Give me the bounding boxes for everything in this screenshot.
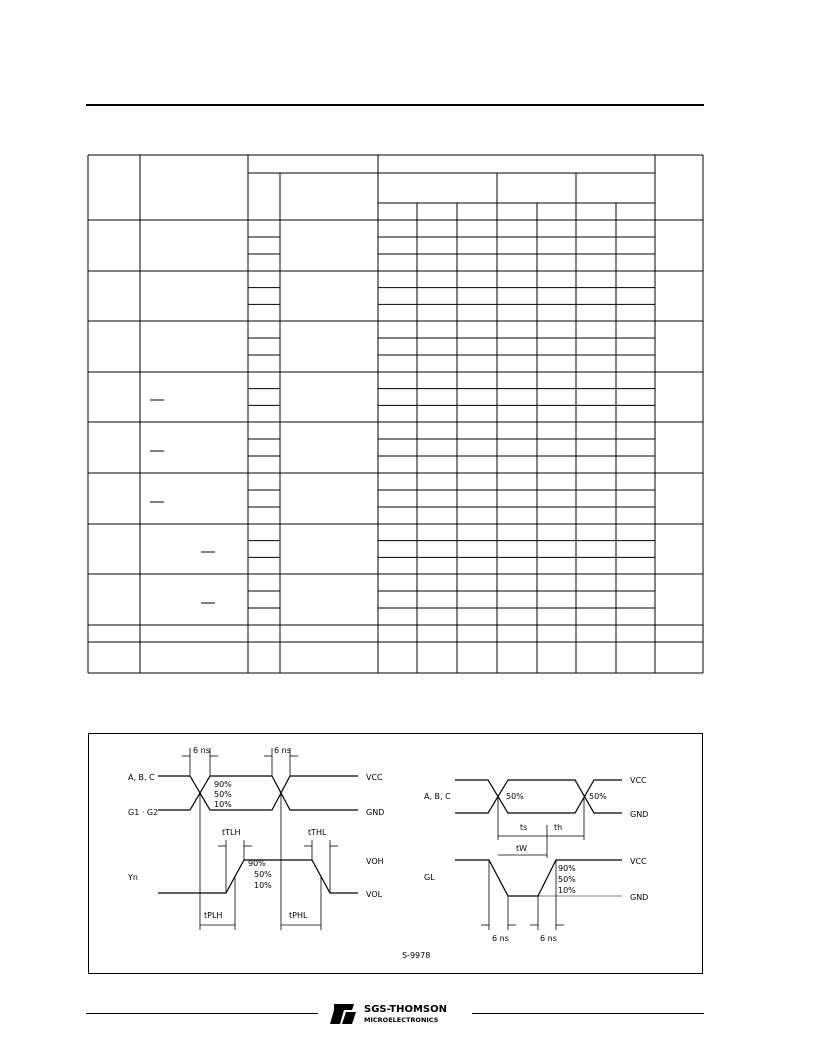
left-vol-label: VOL (366, 890, 383, 899)
left-out-90: 90% (248, 859, 266, 868)
right-tw-label: tW (516, 844, 528, 853)
left-level-50: 50% (214, 790, 232, 799)
left-out-10: 10% (254, 881, 272, 890)
left-thl-label: tTHL (308, 828, 327, 837)
right-level50-b: 50% (589, 792, 607, 801)
right-right-ns: 6 ns (540, 934, 557, 943)
left-tlh-label: tTLH (222, 828, 241, 837)
right-lvl-50: 50% (558, 875, 576, 884)
left-fall-time-label: 6 ns (274, 746, 291, 755)
right-ts-label: ts (520, 823, 528, 832)
left-waveform-labels (127, 746, 384, 920)
right-th-label: th (554, 823, 563, 832)
right-lvl-90: 90% (558, 864, 576, 873)
left-rise-time-label: 6 ns (193, 746, 210, 755)
input-high-trace (158, 776, 358, 810)
right-waveform (455, 780, 622, 930)
right-level50-a: 50% (506, 792, 524, 801)
right-gl-label: GL (424, 873, 435, 882)
brand-line-1: SGS-THOMSON (364, 1004, 448, 1015)
right-gl-trace (455, 860, 622, 896)
figure-code: S-9978 (402, 951, 431, 960)
right-left-ns: 6 ns (492, 934, 509, 943)
left-level-90: 90% (214, 780, 232, 789)
left-inputs-label: A, B, C (128, 773, 155, 782)
right-gnd2-label: GND (630, 893, 649, 902)
footer-rule-left (86, 1013, 318, 1014)
input-low-trace (158, 776, 358, 810)
footer-rule-right (472, 1013, 704, 1014)
right-vcc-label: VCC (630, 776, 647, 785)
left-gnd-label: GND (366, 808, 385, 817)
st-logo-mark (330, 1004, 356, 1024)
left-out-50: 50% (254, 870, 272, 879)
figure-frame (89, 734, 703, 974)
left-enable-label: G1 · G2 (128, 808, 159, 817)
left-tplh-label: tPLH (204, 911, 223, 920)
left-tphl-label: tPHL (289, 911, 308, 920)
right-lvl-10: 10% (558, 886, 576, 895)
right-inputs-label: A, B, C (424, 792, 451, 801)
left-voh-label: VOH (366, 857, 384, 866)
right-vcc2-label: VCC (630, 857, 647, 866)
brand-line-2: MICROELECTRONICS (364, 1016, 439, 1024)
left-waveform (158, 748, 358, 930)
right-gnd-label: GND (630, 810, 649, 819)
left-vcc-label: VCC (366, 773, 383, 782)
left-output-label: Yn (128, 873, 138, 882)
left-level-10: 10% (214, 800, 232, 809)
st-logo (328, 1000, 468, 1028)
